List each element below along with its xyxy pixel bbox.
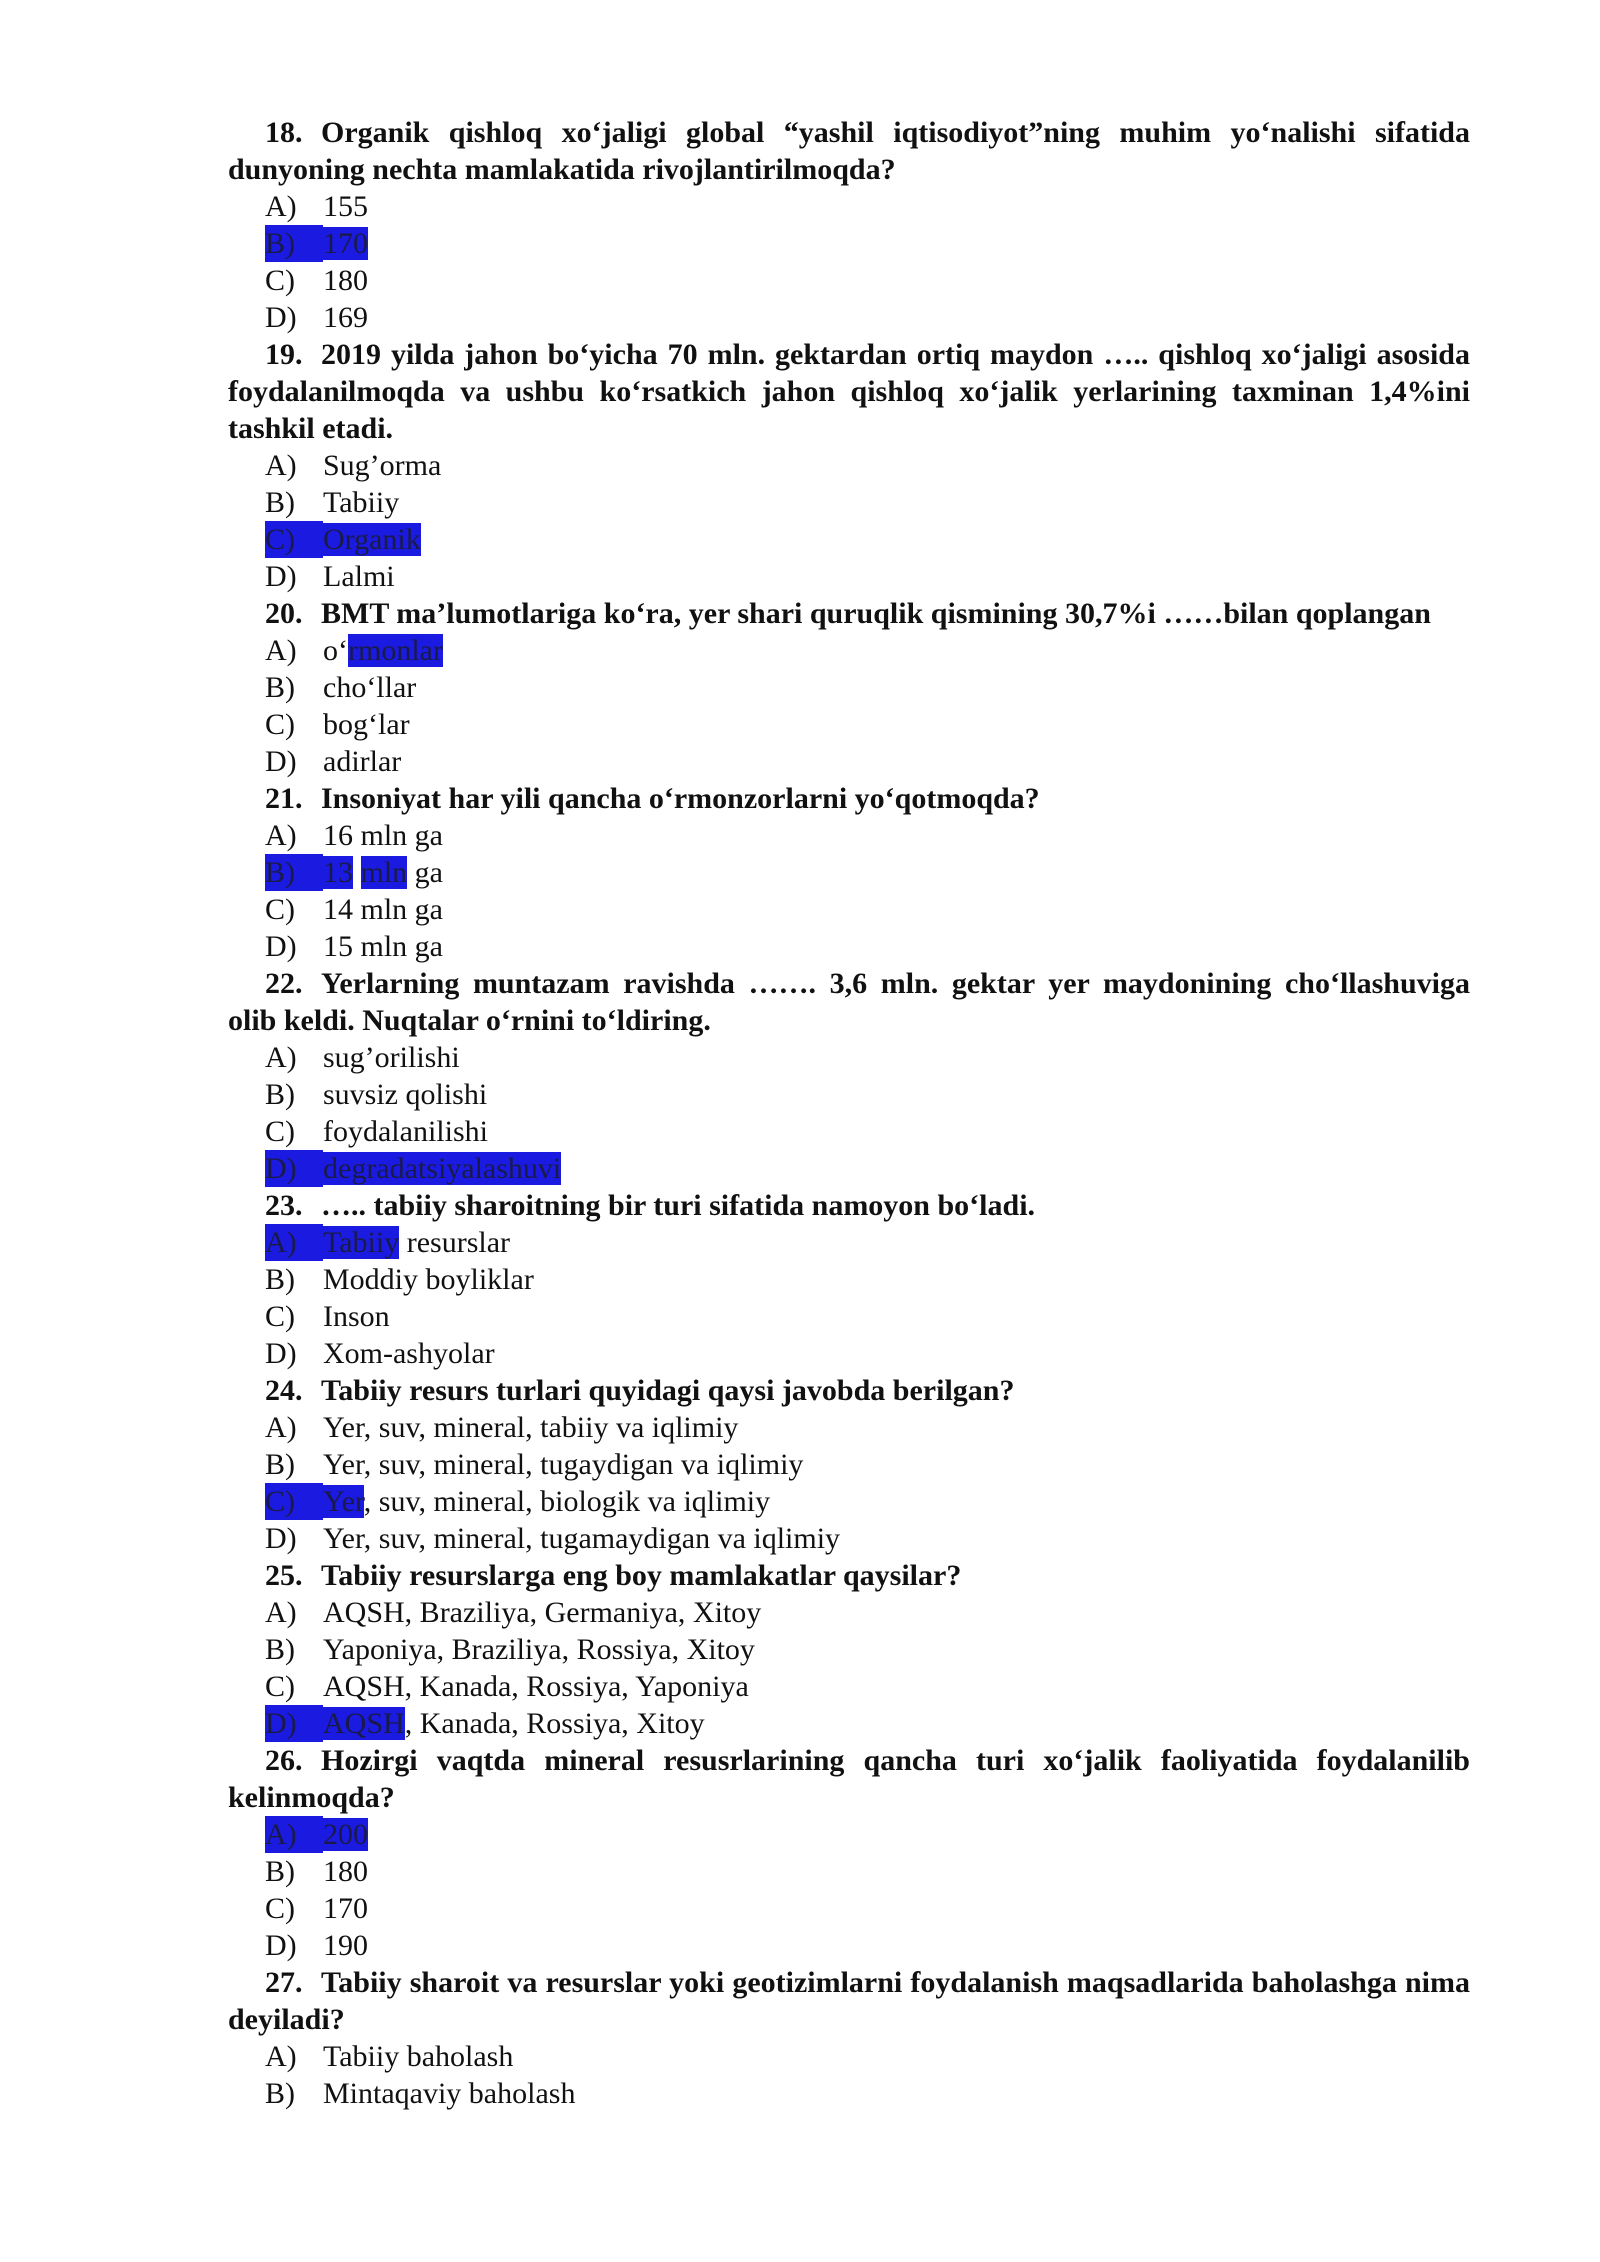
answer-option — [228, 1927, 1470, 1964]
option-letter: B) — [265, 1633, 295, 1666]
question-block — [228, 336, 1470, 595]
answer-option — [228, 262, 1470, 299]
option-text: adirlar — [323, 745, 402, 778]
option-text: resurslar — [399, 1226, 511, 1259]
answer-option — [228, 1446, 1470, 1483]
answer-option — [228, 2075, 1470, 2112]
answer-option — [228, 1150, 1470, 1187]
option-text: Tabiiy baholash — [323, 2040, 514, 2073]
option-letter: C) — [265, 1115, 295, 1148]
option-letter: C) — [265, 264, 295, 297]
answer-option — [228, 225, 1470, 262]
option-letter: C) — [265, 521, 323, 558]
question-text — [228, 1964, 1470, 2038]
option-text: , Kanada, Rossiya, Xitoy — [404, 1707, 705, 1740]
question-block — [228, 595, 1470, 780]
question-text — [228, 1187, 1470, 1224]
option-text: AQSH, Braziliya, Germaniya, Xitoy — [323, 1596, 762, 1629]
option-text: bog‘lar — [323, 708, 410, 741]
answer-option — [228, 1113, 1470, 1150]
option-text: Inson — [323, 1300, 390, 1333]
option-text: 170 — [323, 1892, 368, 1925]
option-letter: A) — [265, 1596, 297, 1629]
answer-option — [228, 1335, 1470, 1372]
question-block — [228, 780, 1470, 965]
option-text-highlighted: mln — [360, 856, 408, 889]
option-letter: A) — [265, 449, 297, 482]
option-letter: D) — [265, 1522, 297, 1555]
answer-option — [228, 447, 1470, 484]
option-letter: A) — [265, 1041, 297, 1074]
answer-option — [228, 1298, 1470, 1335]
answer-option — [228, 1705, 1470, 1742]
option-letter: C) — [265, 893, 295, 926]
option-letter: D) — [265, 745, 297, 778]
option-text-highlighted: Organik — [323, 523, 421, 556]
option-letter: D) — [265, 301, 297, 334]
option-letter: B) — [265, 1263, 295, 1296]
option-letter: B) — [265, 1448, 295, 1481]
option-letter: C) — [265, 1892, 295, 1925]
option-letter: D) — [265, 1929, 297, 1962]
question-number: 20. — [265, 597, 303, 630]
option-letter: B) — [265, 1078, 295, 1111]
option-text: 155 — [323, 190, 368, 223]
option-text: 16 mln ga — [323, 819, 443, 852]
option-text-highlighted: Yer — [323, 1485, 364, 1518]
option-letter: B) — [265, 2077, 295, 2110]
question-block — [228, 114, 1470, 336]
option-text: suvsiz qolishi — [323, 1078, 488, 1111]
option-letter: B) — [265, 671, 295, 704]
question-body: BMT ma’lumotlariga ko‘ra, yer shari quruqlik qismining 30,7%i ……bilan qoplangan — [321, 597, 1431, 630]
question-number: 27. — [265, 1966, 303, 1999]
option-text: Xom-ashyolar — [323, 1337, 495, 1370]
question-text — [228, 1742, 1470, 1816]
option-text: Sug’orma — [323, 449, 442, 482]
option-text: ga — [407, 856, 443, 889]
option-letter: A) — [265, 819, 297, 852]
answer-option — [228, 1409, 1470, 1446]
answer-option — [228, 817, 1470, 854]
question-block — [228, 1187, 1470, 1372]
answer-option — [228, 928, 1470, 965]
option-letter: C) — [265, 708, 295, 741]
question-text — [228, 780, 1470, 817]
question-text — [228, 336, 1470, 447]
option-text: Yer, suv, mineral, tugaydigan va iqlimiy — [323, 1448, 804, 1481]
answer-option — [228, 1853, 1470, 1890]
question-number: 19. — [265, 338, 303, 371]
question-number: 18. — [265, 116, 303, 149]
option-text: o‘ — [323, 634, 348, 667]
question-block — [228, 1742, 1470, 1964]
answer-option — [228, 1483, 1470, 1520]
option-text: 180 — [323, 1855, 368, 1888]
question-text — [228, 114, 1470, 188]
question-body: 2019 yilda jahon bo‘yicha 70 mln. gektardan ortiq maydon ….. qishloq xo‘jaligi asosida foydalanilmoqda va ushbu ko‘rsatkich jahon qishloq xo‘jalik yerlarining taxminan 1,4%ini tashkil etadi. — [228, 338, 1470, 445]
option-letter: B) — [265, 486, 295, 519]
option-text: AQSH, Kanada, Rossiya, Yaponiya — [323, 1670, 749, 1703]
answer-option — [228, 669, 1470, 706]
option-text: Mintaqaviy baholash — [323, 2077, 576, 2110]
question-text — [228, 1557, 1470, 1594]
question-block — [228, 1557, 1470, 1742]
answer-option — [228, 558, 1470, 595]
word-space — [353, 856, 361, 889]
answer-option — [228, 1520, 1470, 1557]
option-letter: A) — [265, 1816, 323, 1853]
option-letter: D) — [265, 560, 297, 593]
question-body: Insoniyat har yili qancha o‘rmonzorlarni yo‘qotmoqda? — [321, 782, 1040, 815]
option-letter: B) — [265, 225, 323, 262]
option-text: 190 — [323, 1929, 368, 1962]
option-text: Tabiiy — [323, 486, 400, 519]
answer-option — [228, 1631, 1470, 1668]
answer-option — [228, 188, 1470, 225]
answer-option — [228, 299, 1470, 336]
question-number: 22. — [265, 967, 303, 1000]
option-text-highlighted: 13 — [323, 856, 353, 889]
option-text-highlighted: degradatsiyalashuvi — [323, 1152, 562, 1185]
answer-option — [228, 1261, 1470, 1298]
answer-option — [228, 891, 1470, 928]
question-block — [228, 1372, 1470, 1557]
option-text-highlighted: 170 — [323, 227, 368, 260]
option-text: sug’orilishi — [323, 1041, 460, 1074]
answer-option — [228, 484, 1470, 521]
option-text-highlighted: rmonlar — [348, 634, 443, 667]
answer-option — [228, 521, 1470, 558]
option-text: Yaponiya, Braziliya, Rossiya, Xitoy — [323, 1633, 755, 1666]
question-block — [228, 1964, 1470, 2112]
option-letter: D) — [265, 930, 297, 963]
question-body: Tabiiy resurslarga eng boy mamlakatlar qaysilar? — [321, 1559, 962, 1592]
question-body: ….. tabiiy sharoitning bir turi sifatida namoyon bo‘ladi. — [321, 1189, 1036, 1222]
answer-option — [228, 1890, 1470, 1927]
option-letter: C) — [265, 1300, 295, 1333]
option-letter: D) — [265, 1337, 297, 1370]
option-letter: B) — [265, 854, 323, 891]
question-number: 23. — [265, 1189, 303, 1222]
answer-option — [228, 1224, 1470, 1261]
question-text — [228, 595, 1470, 632]
option-text: foydalanilishi — [323, 1115, 488, 1148]
option-text: 180 — [323, 264, 368, 297]
option-letter: A) — [265, 1224, 323, 1261]
option-letter: C) — [265, 1670, 295, 1703]
answer-option — [228, 1816, 1470, 1853]
answer-option — [228, 706, 1470, 743]
option-letter: D) — [265, 1705, 323, 1742]
question-text — [228, 1372, 1470, 1409]
option-text: Lalmi — [323, 560, 395, 593]
option-text: 14 mln ga — [323, 893, 443, 926]
option-text-highlighted: 200 — [323, 1818, 368, 1851]
answer-option — [228, 854, 1470, 891]
answer-option — [228, 1668, 1470, 1705]
answer-option — [228, 2038, 1470, 2075]
option-text-highlighted: Tabiiy — [323, 1226, 400, 1259]
answer-option — [228, 1594, 1470, 1631]
question-body: Tabiiy sharoit va resurslar yoki geotizimlarni foydalanish maqsadlarida baholashga nima deyiladi? — [228, 1966, 1470, 2036]
option-letter: C) — [265, 1483, 323, 1520]
option-letter: D) — [265, 1150, 323, 1187]
option-text-highlighted: AQSH — [323, 1707, 405, 1740]
question-body: Yerlarning muntazam ravishda ……. 3,6 mln. gektar yer maydonining cho‘llashuviga olib keldi. Nuqtalar o‘rnini to‘ldiring. — [228, 967, 1470, 1037]
option-text: cho‘llar — [323, 671, 417, 704]
option-text: 169 — [323, 301, 368, 334]
option-letter: A) — [265, 634, 297, 667]
answer-option — [228, 1039, 1470, 1076]
answer-option — [228, 743, 1470, 780]
question-number: 25. — [265, 1559, 303, 1592]
question-number: 24. — [265, 1374, 303, 1407]
option-text: Yer, suv, mineral, tugamaydigan va iqlimiy — [323, 1522, 841, 1555]
option-letter: B) — [265, 1855, 295, 1888]
option-text: Yer, suv, mineral, tabiiy va iqlimiy — [323, 1411, 739, 1444]
option-letter: A) — [265, 190, 297, 223]
option-text: Moddiy boyliklar — [323, 1263, 534, 1296]
question-body: Hozirgi vaqtda mineral resusrlarining qancha turi xo‘jalik faoliyatida foydalanilib kelinmoqda? — [228, 1744, 1470, 1814]
question-list — [228, 114, 1470, 2112]
question-text — [228, 965, 1470, 1039]
question-number: 26. — [265, 1744, 303, 1777]
option-letter: A) — [265, 2040, 297, 2073]
question-block — [228, 965, 1470, 1187]
option-letter: A) — [265, 1411, 297, 1444]
question-number: 21. — [265, 782, 303, 815]
answer-option — [228, 632, 1470, 669]
question-body: Organik qishloq xo‘jaligi global “yashil iqtisodiyot”ning muhim yo‘nalishi sifatida dunyoning nechta mamlakatida rivojlantirilmoqda? — [228, 116, 1470, 186]
option-text: , suv, mineral, biologik va iqlimiy — [363, 1485, 771, 1518]
answer-option — [228, 1076, 1470, 1113]
option-text: 15 mln ga — [323, 930, 443, 963]
question-body: Tabiiy resurs turlari quyidagi qaysi javobda berilgan? — [321, 1374, 1015, 1407]
